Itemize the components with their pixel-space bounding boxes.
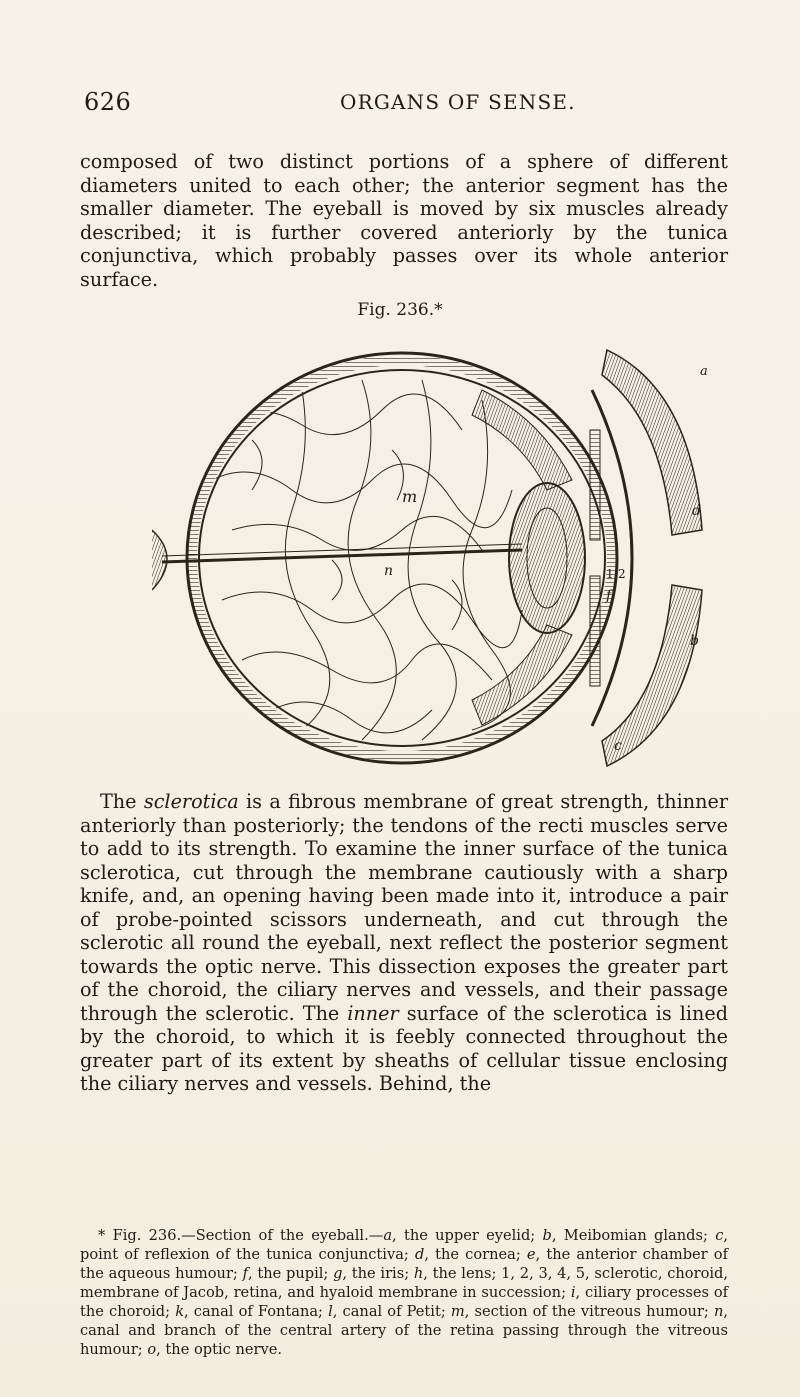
- paragraph-1: composed of two distinct portions of a sphere of different diameters united to each other; the anterior segment has the smaller diameter. The eyeball is moved by six muscles already described; it is further covered anteriorly by the tunica conjunctiva, which probably passes over its whole anterior surface.: [80, 150, 728, 291]
- upper-eyelid: [602, 350, 702, 535]
- footnote-letter: a: [383, 1227, 393, 1244]
- footnote-letter: m: [450, 1303, 465, 1320]
- figure-label-1: 1: [606, 567, 614, 581]
- p2-body: is a fibrous membrane of great strength, thinner anteriorly than posteriorly; the tendons of the recti muscles serve to add to its strength. To examine the inner surface of the tunica sclerotica, cut through the membrane cautiously with a sharp knife, and, an opening having been made into it, introduce a pair of probe-pointed scissors underneath, and cut through the sclerotic all round the eyeball, next reflect the posterior segment towards the optic nerve. This dissection exposes the greater part of the choroid, the ciliary nerves and vessels, and their passage through the sclerotic. The: [80, 790, 728, 1025]
- footnote-letter: l: [328, 1303, 333, 1320]
- optic-nerve: [152, 530, 167, 590]
- footnote-desc: , the pupil;: [247, 1265, 334, 1282]
- p2-term-sclerotica: sclerotica: [143, 790, 239, 813]
- lens: [509, 483, 585, 633]
- footnote-letter: c: [715, 1227, 724, 1244]
- figure-label-d: d: [692, 503, 701, 519]
- footnote-letter: o: [147, 1341, 157, 1358]
- page-number: 626: [84, 88, 132, 116]
- figure-caption: Fig. 236.*: [357, 300, 443, 320]
- footnote-letter: e: [526, 1246, 536, 1263]
- p2-lead: The: [100, 790, 144, 813]
- p2-body-2: surface of the sclerotica is lined by the choroid, to which it is feebly connected throughout the greater part of its extent by sheaths of cellular tissue enclosing the ciliary nerves and vessels. Behind, the: [80, 1001, 728, 1095]
- figure-label-n: n: [384, 563, 394, 579]
- footnote-letter: g: [333, 1265, 343, 1282]
- footnote-desc: , point of reflexion of the tunica conjunctiva;: [80, 1227, 729, 1263]
- footnote-letter: b: [542, 1227, 552, 1244]
- figure-label-a: a: [700, 364, 708, 379]
- footnote-desc: , the iris;: [342, 1265, 414, 1282]
- footnote-letter: d: [414, 1246, 425, 1263]
- footnote-desc: , the cornea;: [424, 1246, 527, 1263]
- footnote-desc: , the optic nerve.: [156, 1341, 282, 1358]
- footnote-letter: n: [713, 1303, 724, 1320]
- figure-label-c: c: [614, 738, 622, 754]
- figure-footnote: [80, 1226, 728, 1359]
- footnote-letter: f: [242, 1265, 248, 1282]
- footnote-marker: * Fig. 236.—: [98, 1227, 196, 1244]
- p2-term-inner: inner: [347, 1001, 399, 1025]
- central-artery-canal: [162, 550, 522, 562]
- footnote-numbers: 1, 2, 3, 4, 5, sclerotic, choroid, membrane of Jacob, retina, and hyaloid membrane in succession;: [80, 1265, 728, 1301]
- iris-lower: [590, 576, 600, 686]
- figure-label-f: f: [606, 588, 612, 604]
- footnote-desc: , canal and branch of the central artery of the retina passing through the vitreous humour;: [80, 1303, 729, 1358]
- figure-label-m: m: [402, 487, 418, 506]
- paragraph-2: [80, 790, 728, 1096]
- eyeball-section-illustration: [152, 330, 712, 774]
- footnote-desc: , canal of Fontana;: [184, 1303, 329, 1320]
- page-header: [84, 88, 724, 128]
- footnote-desc: , ciliary processes of the choroid;: [80, 1284, 729, 1320]
- iris-upper: [590, 430, 600, 540]
- footnote-desc: , Meibomian glands;: [551, 1227, 716, 1244]
- footnote-letter: h: [413, 1265, 424, 1282]
- footnote-desc: , canal of Petit;: [332, 1303, 451, 1320]
- eyeball-section-figure: [152, 330, 712, 774]
- footnote-letter: k: [175, 1303, 185, 1320]
- figure-label-b: b: [690, 633, 699, 649]
- footnote-desc: , the upper eyelid;: [392, 1227, 543, 1244]
- footnote-desc: , the anterior chamber of the aqueous humour;: [80, 1246, 728, 1282]
- footnote-letter: i: [570, 1284, 576, 1301]
- running-head: ORGANS OF SENSE.: [340, 90, 576, 114]
- footnote-title: Section of the eyeball.—: [195, 1227, 384, 1244]
- footnote-desc: , section of the vitreous humour;: [464, 1303, 714, 1320]
- figure-label-2: 2: [618, 567, 626, 581]
- footnote-desc: , the lens;: [423, 1265, 502, 1282]
